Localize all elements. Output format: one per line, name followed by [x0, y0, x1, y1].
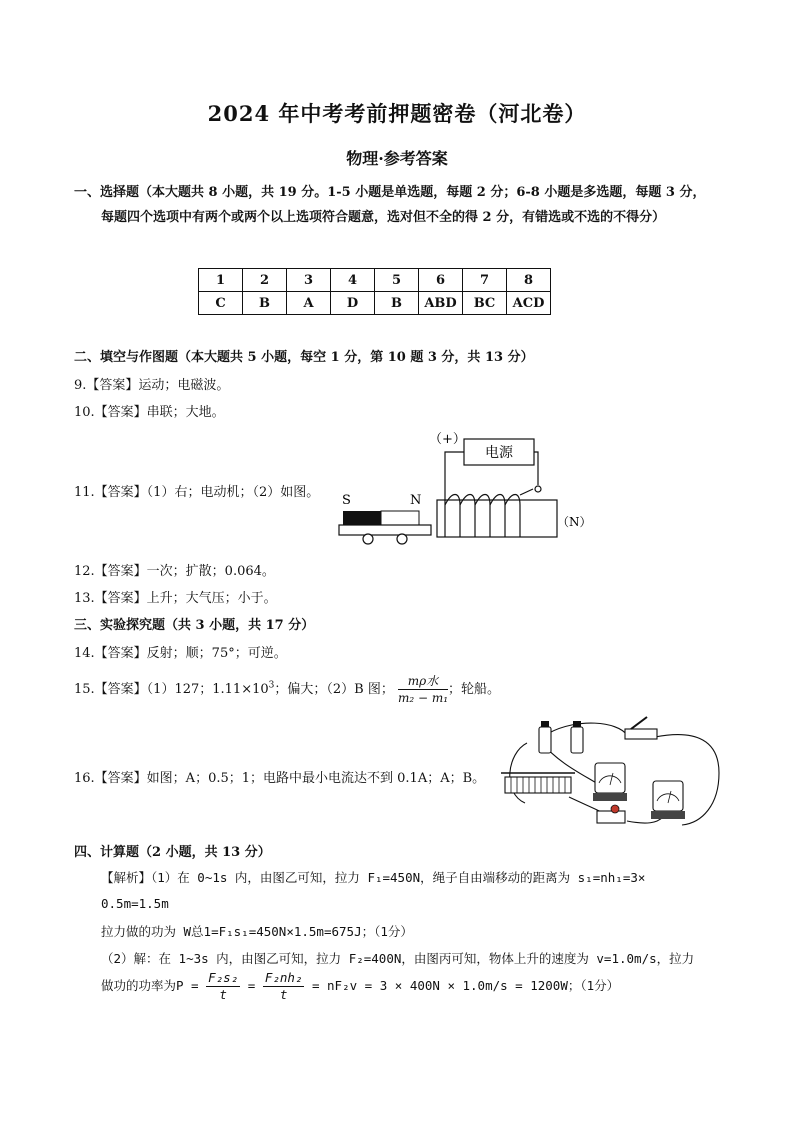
n-paren-label: （N） — [557, 515, 592, 529]
q15-text-c: ；轮船。 — [448, 682, 501, 697]
table-cell: 4 — [331, 269, 375, 292]
page-subtitle: 物理·参考答案 — [346, 149, 448, 168]
power-fraction-1-numerator: F₂s₂ — [208, 970, 239, 985]
battery-cell-1 — [539, 727, 551, 753]
table-cell: 1 — [199, 269, 243, 292]
table-cell: C — [199, 292, 243, 315]
battery-cap-2 — [573, 721, 581, 727]
solution-line-5 — [101, 970, 619, 1003]
table-cell: B — [375, 292, 419, 315]
table-cell: 3 — [287, 269, 331, 292]
table-cell: 5 — [375, 269, 419, 292]
switch-lever — [631, 717, 647, 729]
q15-text-b: ；偏大；（2）B 图； — [274, 682, 394, 697]
bulb-holder — [597, 811, 625, 823]
coil-windings — [445, 489, 533, 537]
magnet-light-half — [381, 511, 419, 525]
section1-heading: 一、选择题（本大题共 8 小题，共 19 分。1-5 小题是单选题，每题 2 分；6-8 小题是多选题，每题 3 分， — [74, 185, 706, 200]
section1-heading-cont: 每题四个选项中有两个或两个以上选项符合题意，选对但不全的得 2 分，有错选或不选的不得分） — [101, 210, 666, 225]
power-formula-prefix: 做功的功率为P = — [101, 978, 199, 993]
power-fraction-2 — [263, 970, 305, 1003]
plus-label: （+） — [429, 432, 466, 447]
page-title: 2024 年中考考前押题密卷（河北卷） — [207, 101, 587, 126]
table-cell: BC — [463, 292, 507, 315]
table-cell: A — [287, 292, 331, 315]
power-fraction-2-denominator: t — [279, 987, 288, 1002]
table-cell: 7 — [463, 269, 507, 292]
answer-q16: 16.【答案】如图；A；0.5；1；电路中最小电流达不到 0.1A；A；B。 — [74, 771, 486, 786]
circuit-figure — [497, 713, 729, 833]
q15-fraction — [398, 673, 448, 706]
magnet-dark-half — [343, 511, 381, 525]
answer-q9: 9.【答案】运动；电磁波。 — [74, 378, 230, 393]
answer-q15 — [74, 673, 500, 706]
power-formula-result: = nF₂v = 3 × 400N × 1.0m/s = 1200W；（1分） — [311, 978, 620, 993]
iron-core — [437, 500, 557, 537]
table-cell: 6 — [419, 269, 463, 292]
wire-left — [445, 452, 464, 505]
section2-heading: 二、填空与作图题（本大题共 5 小题，每空 1 分，第 10 题 3 分，共 13 分） — [74, 350, 534, 365]
solution-line-4: （2）解：在 1~3s 内，由图乙可知，拉力 F₂=400N，由图丙可知，物体上升的速度为 v=1.0m/s，拉力 — [101, 951, 695, 966]
bulb — [611, 805, 619, 813]
solution-line-1: 【解析】（1）在 0~1s 内，由图乙可知，拉力 F₁=450N，绳子自由端移动的距离为 s₁=nh₁=3× — [101, 870, 646, 885]
q15-exponent: 3 — [268, 680, 275, 691]
answer-table — [198, 268, 551, 315]
electromagnet-figure — [335, 425, 595, 550]
cart-body — [339, 525, 431, 535]
power-fraction-1 — [206, 970, 240, 1003]
q15-fraction-numerator: mρ水 — [398, 673, 448, 690]
meter-2-body — [653, 781, 683, 811]
power-fraction-2-numerator: F₂nh₂ — [264, 970, 303, 985]
answer-q13: 13.【答案】上升；大气压；小于。 — [74, 591, 277, 606]
q15-fraction-denominator: m₂ − m₁ — [397, 691, 449, 705]
section3-heading: 三、实验探究题（共 3 小题，共 17 分） — [74, 618, 315, 633]
meter-2-base — [651, 811, 685, 819]
meter-1-base — [593, 793, 627, 801]
table-cell: ABD — [419, 292, 463, 315]
switch-base — [625, 729, 657, 739]
battery-cap-1 — [541, 721, 549, 727]
battery-cell-2 — [571, 727, 583, 753]
s-pole-label: S — [342, 493, 351, 508]
answer-q12: 12.【答案】一次；扩散；0.064。 — [74, 564, 275, 579]
rheostat-body — [505, 777, 571, 793]
table-cell: ACD — [507, 292, 551, 315]
answer-table-answers-row — [199, 292, 551, 315]
section4-heading: 四、计算题（2 小题，共 13 分） — [74, 845, 271, 860]
table-cell: 2 — [243, 269, 287, 292]
table-cell: B — [243, 292, 287, 315]
solution-line-2: 0.5m=1.5m — [101, 896, 169, 911]
answer-q11: 11.【答案】（1）右；电动机；（2）如图。 — [74, 485, 320, 500]
power-source-label: 电源 — [485, 445, 513, 461]
solution-line-3: 拉力做的功为 W总1=F₁s₁=450N×1.5m=675J；（1分） — [101, 924, 413, 939]
answer-q10: 10.【答案】串联；大地。 — [74, 405, 225, 420]
answer-table-numbers-row — [199, 269, 551, 292]
answer-q14: 14.【答案】反射；顺；75°；可逆。 — [74, 646, 287, 661]
n-pole-label: N — [410, 493, 422, 508]
switch-contact — [535, 486, 541, 492]
cart-wheel-left — [363, 534, 373, 544]
table-cell: 8 — [507, 269, 551, 292]
meter-1-body — [595, 763, 625, 793]
equals-sign: = — [247, 978, 256, 993]
q15-text-a: 15.【答案】（1）127；1.11×10 — [74, 682, 269, 697]
table-cell: D — [331, 292, 375, 315]
power-fraction-1-denominator: t — [219, 987, 227, 1002]
cart-wheel-right — [397, 534, 407, 544]
